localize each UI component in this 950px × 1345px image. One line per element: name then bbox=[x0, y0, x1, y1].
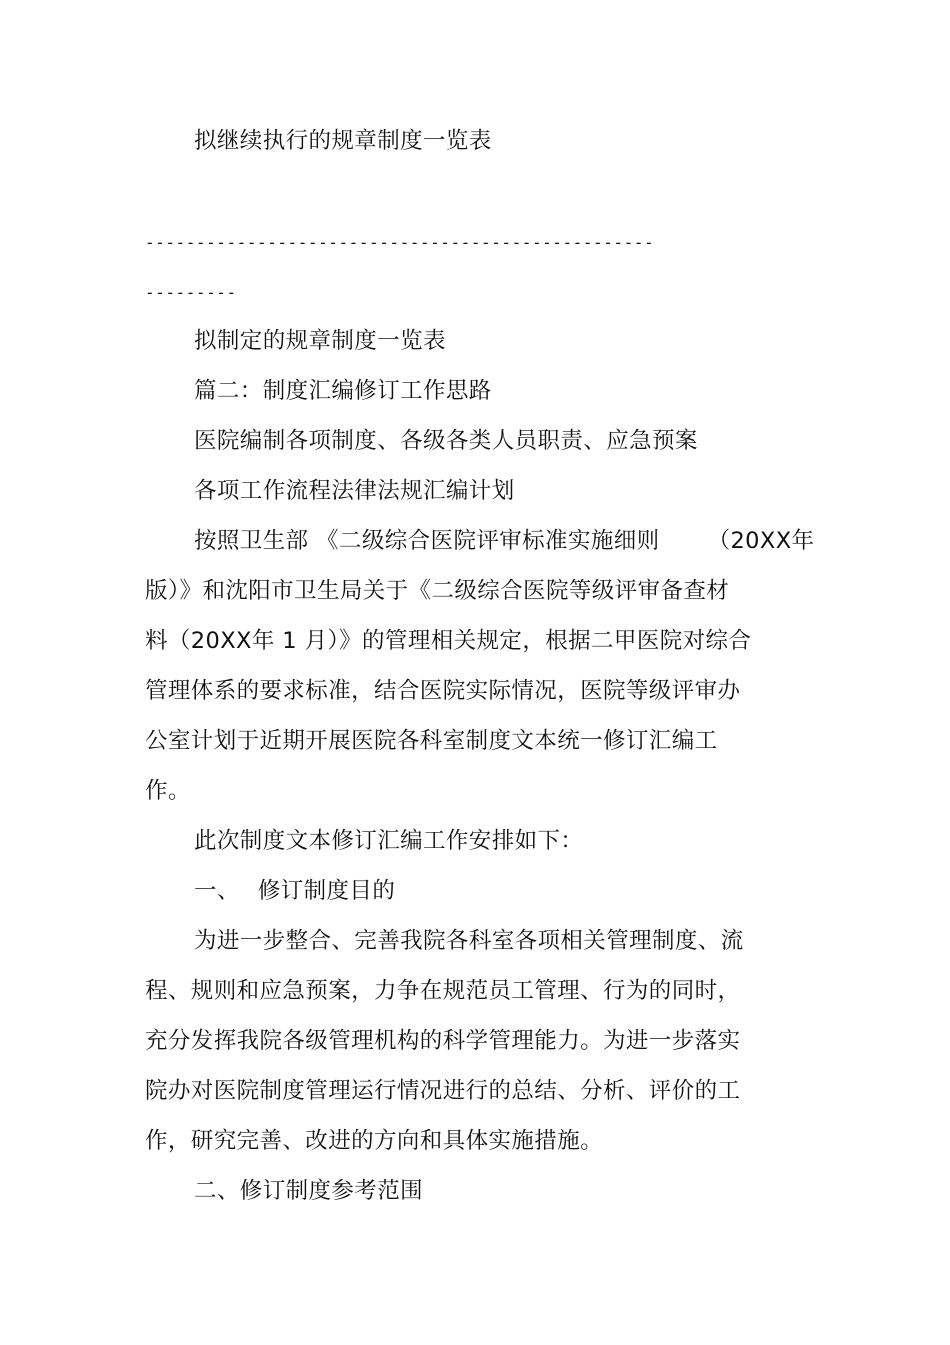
paragraph-1-line-5: 公室计划于近期开展医院各科室制度文本统一修订汇编工 bbox=[145, 728, 718, 754]
paragraph-1-line-2: 版）》和沈阳市卫生局关于《二级综合医院等级评审备查材 bbox=[145, 578, 730, 604]
separator-line-continuation: --------- bbox=[145, 283, 237, 302]
item-1-title: 修订制度目的 bbox=[257, 878, 396, 904]
paragraph-1-line-6: 作。 bbox=[145, 778, 191, 804]
paragraph-1-line-3: 料（20XX年 1 月）》的管理相关规定，根据二甲医院对综合 bbox=[145, 628, 752, 654]
paragraph-2-line-3: 充分发挥我院各级管理机构的科学管理能力。为进一步落实 bbox=[145, 1028, 741, 1054]
section-title: 篇二：制度汇编修订工作思路 bbox=[194, 378, 492, 404]
item-1-number: 一、 bbox=[194, 878, 240, 904]
paragraph-2-line-2: 程、规则和应急预案，力争在规范员工管理、行为的同时， bbox=[145, 978, 741, 1004]
paragraph-2-line-4: 院办对医院制度管理运行情况进行的总结、分析、评价的工 bbox=[145, 1078, 741, 1104]
paragraph-1-line-4: 管理体系的要求标准，结合医院实际情况，医院等级评审办 bbox=[145, 678, 741, 704]
item-1-heading bbox=[194, 876, 395, 906]
paragraph-2-line-1: 为进一步整合、完善我院各科室各项相关管理制度、流 bbox=[194, 928, 744, 954]
paragraph-2-line-5: 作，研究完善、改进的方向和具体实施措施。 bbox=[145, 1128, 604, 1154]
subtitle-line-1: 医院编制各项制度、各级各类人员职责、应急预案 bbox=[194, 428, 698, 454]
paragraph-1-line-1-edition: （20XX年 bbox=[707, 528, 815, 554]
heading-existing-regulations: 拟继续执行的规章制度一览表 bbox=[194, 128, 492, 154]
paragraph-1-line-1-text: 按照卫生部 《二级综合医院评审标准实施细则 bbox=[194, 528, 660, 554]
item-2-heading: 二、修订制度参考范围 bbox=[194, 1178, 424, 1204]
heading-new-regulations: 拟制定的规章制度一览表 bbox=[194, 328, 446, 354]
paragraph-1-line-1 bbox=[194, 526, 814, 556]
separator-line: -------------------------------------------------- bbox=[145, 233, 655, 252]
subtitle-line-2: 各项工作流程法律法规汇编计划 bbox=[194, 478, 515, 504]
arrangement-intro: 此次制度文本修订汇编工作安排如下： bbox=[194, 828, 584, 854]
